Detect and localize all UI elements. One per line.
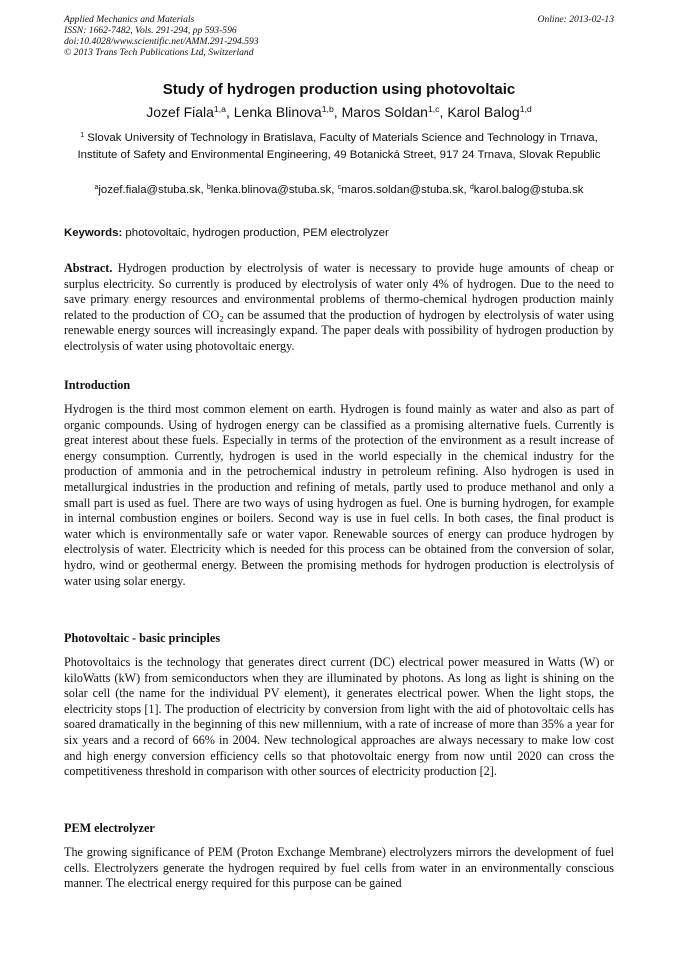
email[interactable]: $^b$lenka.blinova@stuba.sk [206, 184, 332, 196]
author: Jozef Fiala$^{1,a}$, [146, 104, 234, 120]
author: Maros Soldan$^{1,c}$, [341, 104, 448, 120]
affiliation-marker: 1 [80, 132, 85, 140]
keywords-label: Keywords: [64, 227, 123, 239]
online-date: Online: 2013-02-13 [537, 14, 614, 25]
email[interactable]: $^c$maros.soldan@stuba.sk [337, 184, 464, 196]
email[interactable]: $^a$jozef.fiala@stuba.sk [94, 184, 201, 196]
paper-title: Study of hydrogen production using photovoltaic [162, 81, 516, 98]
email[interactable]: $^d$karol.balog@stuba.sk [469, 184, 584, 196]
introduction-paragraph: Hydrogen is the third most common element on earth. Hydrogen is found mainly as water and also as part of organic compounds. Using of hydrogen energy can be classified as a promising alternative fuels. Currently is great interest about these fuels. Especially in terms of the protection of the environment as a result increase of energy consumption. Currently, hydrogen is used in the world especially in the chemical industry for the production of ammonia and in the petrochemical industry in petroleum refining. Also hydrogen is used in metallurgical industries in the production and refining of metals, partly used to produce methanol and only a small part is used as fuel. There are two ways of using hydrogen as fuel. One is burning hydrogen, for example in internal combustion engines or boilers. Second way is use in fuel cells. In both cases, the final product is water which is environmentally safe or water vapor. Renewable sources of energy can produce hydrogen by electrolysis of water. Electricity which is needed for this process can be obtained from the conversion of solar, hydro, wind or geothermal energy. Between the promising methods for hydrogen production is electrolysis of water using solar energy. [64, 402, 614, 588]
pem-paragraph: The growing significance of PEM (Proton Exchange Membrane) electrolyzers mirrors the development of fuel cells. Electrolyzers generate the hydrogen required by fuel cells from water in an environmentally conscious manner. The electrical energy required for this purpose can be gained [64, 845, 614, 891]
author: Karol Balog$^{1,d}$ [447, 104, 532, 120]
affiliation-text: Slovak University of Technology in Bratislava, Faculty of Materials Science and Technology in Trnava, Institute of Safety and Environmental Engineering, 49 Botanická Street, 917 24 Trnava, Slovak Republic [77, 132, 601, 161]
section-heading-pem: PEM electrolyzer [64, 821, 155, 835]
author-list [64, 103, 614, 121]
section-heading-introduction: Introduction [64, 378, 131, 392]
issn-line: ISSN: 1662-7482, Vols. 291-294, pp 593-596 [64, 25, 237, 36]
journal-name: Applied Mechanics and Materials [64, 14, 195, 25]
author: Lenka Blinova$^{1,b}$, [233, 104, 342, 120]
section-heading-photovoltaic: Photovoltaic - basic principles [64, 631, 221, 645]
doi-line: doi:10.4028/www.scientific.net/AMM.291-294.593 [64, 36, 259, 47]
email-list: $^a$jozef.fiala@stuba.sk, $^b$lenka.blinova@stuba.sk, $^c$maros.soldan@stuba.sk, $^d$karol.balog@stuba.sk [94, 184, 584, 196]
keywords [64, 225, 614, 241]
keywords-text: photovoltaic, hydrogen production, PEM electrolyzer [122, 227, 389, 239]
copyright-line: © 2013 Trans Tech Publications Ltd, Switzerland [64, 47, 254, 58]
journal-header [64, 14, 614, 58]
abstract: Abstract. Hydrogen production by electrolysis of water is necessary to provide huge amounts of cheap or surplus electricity. So currently is produced by electrolysis of water only 4% of hydrogen. Due to the need to save primary energy resources and environmental problems of thermo-chemical hydrogen production mainly related to the production of $CO_2$ can be assumed that the production of hydrogen by electrolysis of water using renewable energy sources will increasingly expand. The paper deals with possibility of hydrogen production by electrolysis of water using photovoltaic energy. [64, 261, 614, 353]
abstract-label: Abstract. [64, 261, 113, 275]
photovoltaic-paragraph: Photovoltaics is the technology that generates direct current (DC) electrical power measured in Watts (W) or kiloWatts (kW) from semiconductors when they are illuminated by photons. As long as light is shining on the solar cell (the name for the individual PV element), it generates electrical power. When the light stops, the electricity stops [1]. The production of electricity by conversion from light with the aid of photovoltaic cells has soared dramatically in the beginning of this new millennium, with a rate of increase of more than 35% a year for six years and a record of 66% in 2004. New technological approaches are always necessary to make low cost and high energy conversion efficiency cells so that photovoltaic energy from now until 2020 can cross the competitiveness threshold in comparison with other sources of electricity production [2]. [64, 655, 614, 779]
affiliation [64, 130, 614, 163]
